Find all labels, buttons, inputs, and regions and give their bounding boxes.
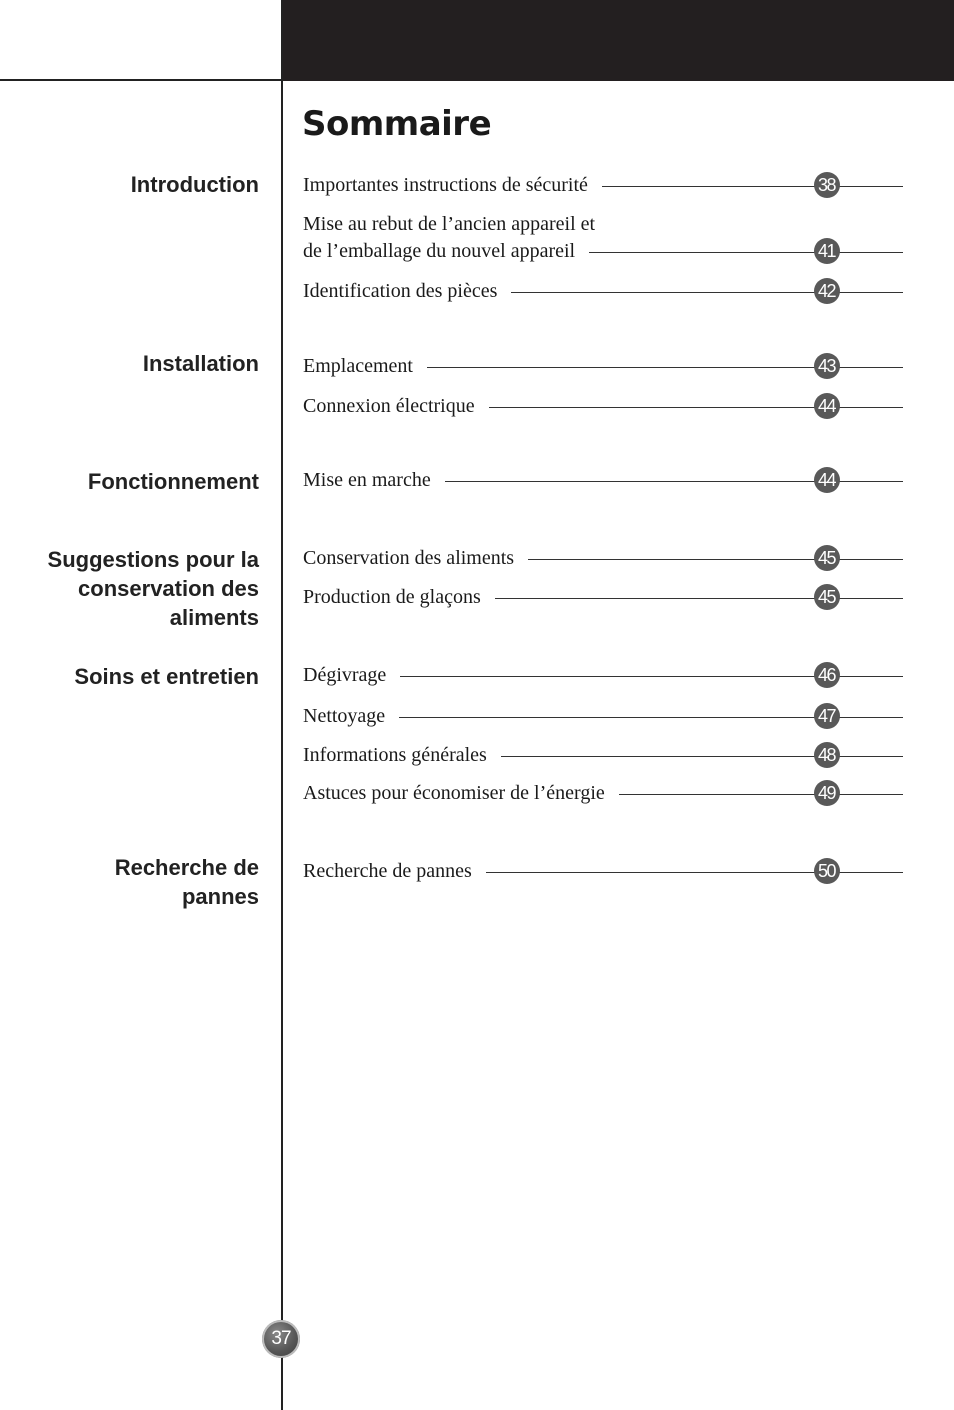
page-number-badge: 38 xyxy=(814,172,840,198)
entry-label: Connexion électrique xyxy=(303,393,489,419)
page-number-badge: 47 xyxy=(814,703,840,729)
page-number: 37 xyxy=(262,1320,300,1358)
page-number-badge: 44 xyxy=(814,393,840,419)
toc-entry[interactable] xyxy=(303,742,903,768)
page-number-badge: 42 xyxy=(814,278,840,304)
entry-label: Importantes instructions de sécurité xyxy=(303,172,602,198)
page-number-badge: 45 xyxy=(814,545,840,571)
page-number-badge: 46 xyxy=(814,662,840,688)
section-soins-entretien: Soins et entretien xyxy=(74,664,259,689)
section-suggestions: Suggestions pour la conservation des aliments xyxy=(47,547,259,630)
page-title: Sommaire xyxy=(302,104,492,144)
toc-entry[interactable] xyxy=(303,584,903,610)
page-number-badge: 43 xyxy=(814,353,840,379)
entry-label: Mise en marche xyxy=(303,467,445,493)
toc-entry[interactable] xyxy=(303,213,903,264)
section-introduction: Introduction xyxy=(130,172,259,197)
entry-label: Identification des pièces xyxy=(303,278,511,304)
page-number-badge: 45 xyxy=(814,584,840,610)
toc-entry[interactable] xyxy=(303,172,903,198)
toc-entry[interactable] xyxy=(303,353,903,379)
toc-entry[interactable] xyxy=(303,662,903,688)
toc-entry[interactable] xyxy=(303,780,903,806)
entry-label: Production de glaçons xyxy=(303,584,495,610)
toc-entry[interactable] xyxy=(303,858,903,884)
entry-label: Recherche de pannes xyxy=(303,858,486,884)
entry-label: Conservation des aliments xyxy=(303,545,528,571)
entry-label: Dégivrage xyxy=(303,662,400,688)
toc-entry[interactable] xyxy=(303,278,903,304)
entry-label: Nettoyage xyxy=(303,703,399,729)
toc-entry[interactable] xyxy=(303,467,903,493)
toc-entry[interactable] xyxy=(303,545,903,571)
entry-label: Informations générales xyxy=(303,742,501,768)
page-number-badge: 48 xyxy=(814,742,840,768)
page-number-badge: 49 xyxy=(814,780,840,806)
vertical-divider xyxy=(281,0,283,1410)
toc-entry[interactable] xyxy=(303,703,903,729)
section-fonctionnement: Fonctionnement xyxy=(87,469,259,494)
page-number-badge: 50 xyxy=(814,858,840,884)
section-installation: Installation xyxy=(142,351,259,376)
page-number-badge: 41 xyxy=(814,238,840,264)
top-left-rule xyxy=(0,79,282,81)
header-bar xyxy=(282,0,954,81)
entry-label: Emplacement xyxy=(303,353,427,379)
page-number-badge: 44 xyxy=(814,467,840,493)
entry-label-line1: Mise au rebut de l’ancien appareil et xyxy=(303,213,596,235)
section-recherche-pannes: Recherche de pannes xyxy=(114,855,259,909)
entry-label: de l’emballage du nouvel appareil xyxy=(303,238,589,264)
entry-label: Astuces pour économiser de l’énergie xyxy=(303,780,619,806)
toc-entry[interactable] xyxy=(303,393,903,419)
